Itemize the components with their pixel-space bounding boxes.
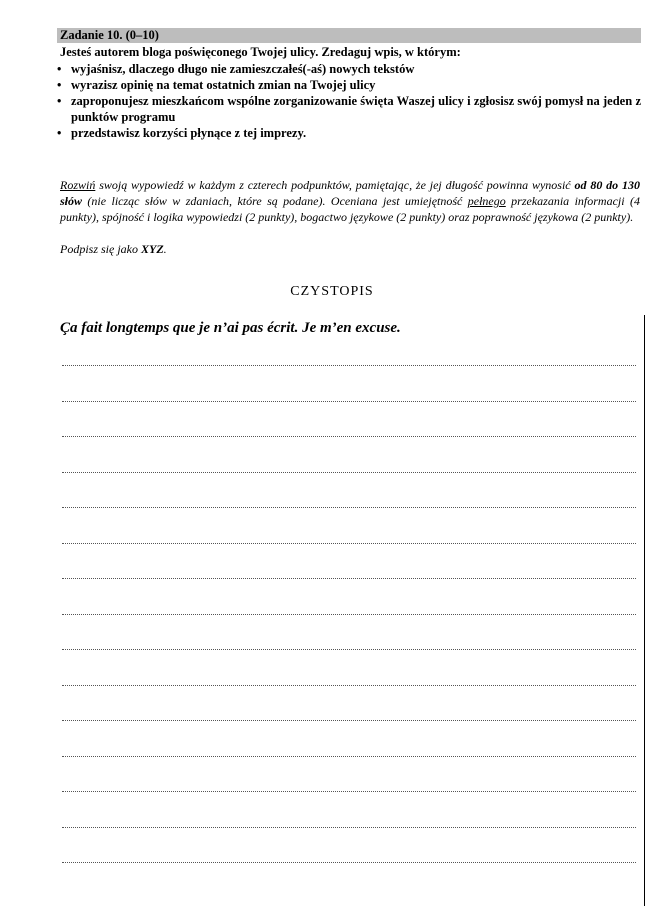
instructions-paragraph: [60, 177, 640, 225]
bullet-text: wyrazisz opinię na temat ostatnich zmian na Twojej ulicy: [71, 78, 376, 92]
writing-line[interactable]: [62, 614, 636, 615]
task-bullet-list: [55, 61, 641, 141]
writing-line[interactable]: [62, 543, 636, 544]
opening-sentence: Ça fait longtemps que je n’ai pas écrit. Je m’en excuse.: [60, 320, 401, 336]
bullet-text: przedstawisz korzyści płynące z tej imprezy.: [71, 126, 307, 140]
section-title: CZYSTOPIS: [290, 284, 374, 299]
bullet-icon: •: [57, 94, 62, 108]
writing-line[interactable]: [62, 827, 636, 828]
bullet-text: wyjaśnisz, dlaczego długo nie zamieszczałeś(-aś) nowych tekstów: [71, 62, 415, 76]
list-item: [55, 77, 641, 93]
list-item: [55, 125, 641, 141]
instructions-text-1: swoją wypowiedź w każdym z czterech podpunktów, pamiętając, że jej długość powinna wynosić: [95, 178, 575, 192]
writing-line[interactable]: [62, 365, 636, 366]
writing-line[interactable]: [62, 472, 636, 473]
writing-line[interactable]: [62, 649, 636, 650]
task-header: Zadanie 10. (0–10): [57, 28, 641, 43]
answer-box: [57, 315, 645, 906]
writing-line[interactable]: [62, 507, 636, 508]
instructions-text-2: (nie licząc słów w zdaniach, które są podane). Oceniana jest umiejętność: [82, 194, 468, 208]
bullet-icon: •: [57, 78, 62, 92]
writing-line[interactable]: [62, 401, 636, 402]
writing-line[interactable]: [62, 756, 636, 757]
writing-line[interactable]: [62, 720, 636, 721]
signature-instruction: [60, 241, 167, 257]
writing-line[interactable]: [62, 791, 636, 792]
bullet-text: zaproponujesz mieszkańcom wspólne zorganizowanie święta Waszej ulicy i zgłosisz swój pomysł na jeden z punktów programu: [71, 94, 641, 124]
task-intro: Jesteś autorem bloga poświęconego Twojej ulicy. Zredaguj wpis, w którym:: [60, 45, 461, 59]
pelnego-word: pełnego: [467, 194, 506, 208]
word-count-requirement: od 80 do 130 słów: [60, 178, 641, 208]
writing-line[interactable]: [62, 578, 636, 579]
writing-line[interactable]: [62, 685, 636, 686]
rozwin-word: Rozwiń: [60, 178, 96, 192]
writing-line[interactable]: [62, 862, 636, 863]
signature-name: XYZ: [141, 242, 164, 256]
bullet-icon: •: [57, 62, 62, 76]
bullet-icon: •: [57, 126, 62, 140]
list-item: [55, 61, 641, 77]
instructions-text-3: przekazania informacji (4 punkty), spójność i logika wypowiedzi (2 punkty), bogactwo językowe (2 punkty) oraz poprawność językowa (2 punkty).: [60, 194, 640, 224]
list-item: [55, 93, 641, 125]
signature-text: Podpisz się jako: [60, 242, 141, 256]
signature-end: .: [163, 242, 167, 256]
writing-line[interactable]: [62, 436, 636, 437]
